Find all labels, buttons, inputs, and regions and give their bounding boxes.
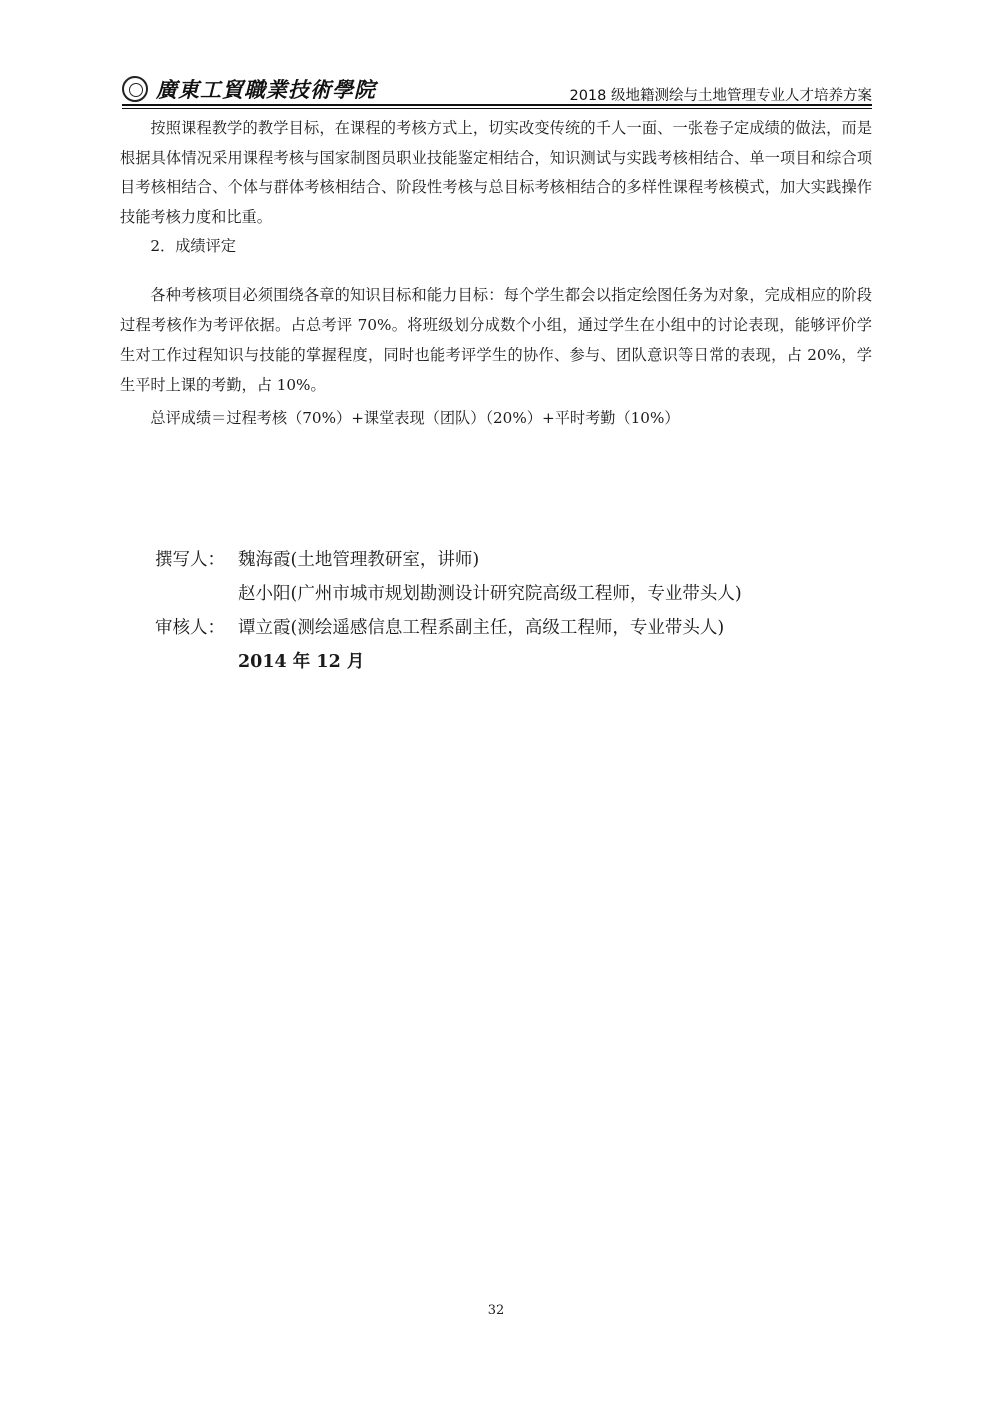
grading-paragraph: 各种考核项目必须围绕各章的知识目标和能力目标：每个学生都会以指定绘图任务为对象，完成相应的阶段过程考核作为考评依据。占总考评 70%。将班级划分成数个小组，通过学生在小组中的讨论表现，能够评价学生对工作过程知识与技能的掌握程度，同时也能考评学生的协作、参与、团队意识等日常的表现，占 20%，学生平时上课的考勤，占 10%。 bbox=[120, 285, 872, 394]
date-row bbox=[155, 645, 855, 679]
header-rule bbox=[122, 104, 872, 106]
reviewer-label: 审核人： bbox=[155, 618, 225, 638]
author-row bbox=[155, 543, 855, 577]
document-title: 2018 级地籍测绘与土地管理专业人才培养方案 bbox=[569, 88, 872, 104]
reviewer-row bbox=[155, 611, 855, 645]
header-rule-thin bbox=[122, 108, 872, 109]
section-heading-grading: 2．成绩评定 bbox=[150, 237, 236, 255]
author-label-spacer bbox=[155, 577, 238, 611]
author-row-2 bbox=[155, 577, 855, 611]
assessment-method-paragraph: 按照课程教学的教学目标，在课程的考核方式上，切实改变传统的千人一面、一张卷子定成绩的做法，而是根据具体情况采用课程考核与国家制图员职业技能鉴定相结合，知识测试与实践考核相结合、单一项目和综合项目考核相结合、个体与群体考核相结合、阶段性考核与总目标考核相结合的多样性课程考核模式，加大实践操作技能考核力度和比重。 bbox=[120, 119, 872, 226]
page-header bbox=[122, 72, 872, 108]
school-logo bbox=[122, 74, 376, 104]
date-label-spacer bbox=[155, 645, 238, 679]
author-1: 魏海霞(土地管理教研室，讲师) bbox=[238, 550, 480, 570]
school-name-logo: 廣東工貿職業技術學院 bbox=[156, 77, 376, 102]
reviewer: 谭立霞(测绘遥感信息工程系副主任，高级工程师，专业带头人) bbox=[238, 618, 725, 638]
main-content bbox=[120, 114, 872, 433]
author-label: 撰写人： bbox=[155, 550, 225, 570]
signature-block bbox=[155, 543, 855, 679]
author-2: 赵小阳(广州市城市规划勘测设计研究院高级工程师，专业带头人) bbox=[238, 584, 742, 604]
school-seal-icon bbox=[122, 76, 148, 102]
page-number: 32 bbox=[487, 1303, 505, 1318]
grading-formula: 总评成绩＝过程考核（70%）+课堂表现（团队）（20%）+平时考勤（10%） bbox=[150, 408, 680, 427]
signature-date: 2014 年 12 月 bbox=[238, 652, 365, 672]
